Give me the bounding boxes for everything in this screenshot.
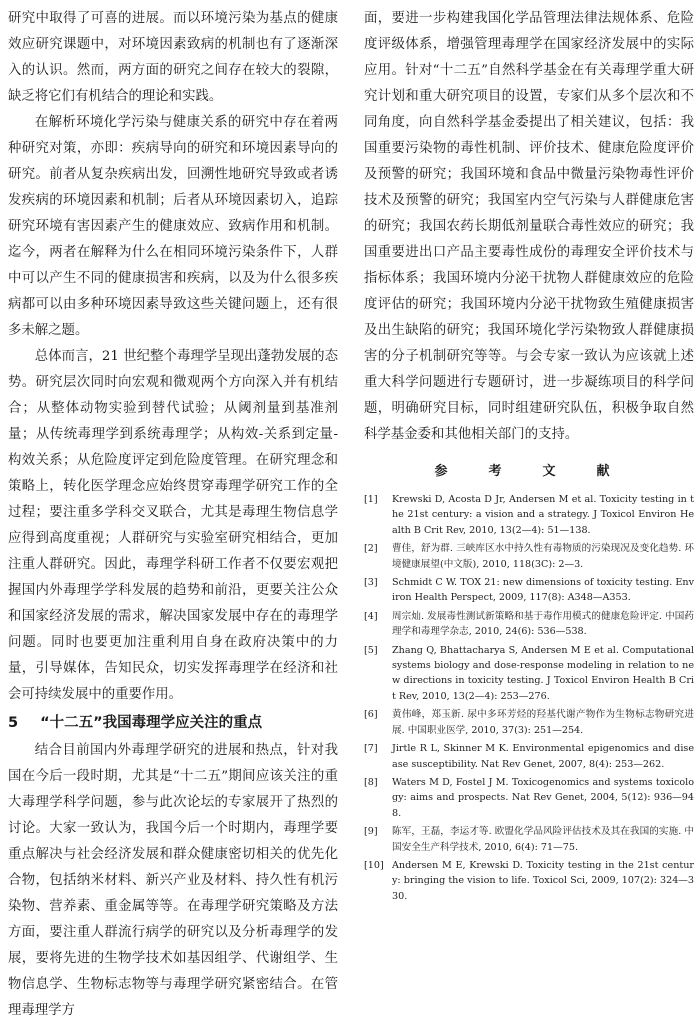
- body-paragraph: 研究中取得了可喜的进展。而以环境污染为基点的健康效应研究课题中，对环境因素致病的机制也有了逐渐深入的认识。然而，两方面的研究之间存在较大的裂隙，缺乏将它们有机结合的理论和实践。: [8, 11, 338, 104]
- reference-text: Andersen M E, Krewski D. Toxicity testing in the 21st century: bringing the vision to life. Toxicol Sci, 2009, 107(2): 324—330.: [392, 859, 694, 902]
- section-title: “十二五”我国毒理学应关注的重点: [40, 715, 263, 731]
- body-paragraph: 在解析环境化学污染与健康关系的研究中存在着两种研究对策，亦即：疾病导向的研究和环境因素导向的研究。前者从复杂疾病出发，回溯性地研究导致或者诱发疾病的环境因素和机制；后者从环境因素切入，追踪研究环境有害因素产生的健康效应、致病作用和机制。迄今，两者在解释为什么在相同环境污染条件下，人群中可以产生不同的健康损害和疾病，以及为什么很多疾病都可以由多种环境因素导致这些关键问题上，还有很多未解之题。: [8, 115, 338, 338]
- reference-item: [364, 775, 694, 821]
- reference-number: [4]: [364, 610, 378, 622]
- body-paragraph: 面，要进一步构建我国化学品管理法律法规体系、危险度评级体系，增强管理毒理学在国家经济发展中的实际应用。针对“十二五”自然科学基金在有关毒理学重大研究计划和重大研究项目的设置，专家们从多个层次和不同角度，向自然科学基金委提出了相关建议，包括：我国重要污染物的毒性机制、评价技术、健康危险度评价及预警的研究；我国环境和食品中微量污染物毒性评价技术及预警的研究；我国室内空气污染与人群健康危害的研究；我国农药长期低剂量联合毒性效应的研究；我国重要进出口产品主要毒性成份的毒理安全评价技术与指标体系；我国环境内分泌干扰物人群健康效应的危险度评估的研究；我国环境内分泌干扰物致生殖健康损害及出生缺陷的研究；我国环境化学污染物致人群健康损害的分子机制研究等等。与会专家一致认为应该就上述重大科学问题进行专题研讨，进一步凝练项目的科学问题，明确研究目标，同时组建研究队伍，积极争取自然科学基金委和其他相关部门的支持。: [364, 11, 694, 442]
- reference-number: [5]: [364, 644, 378, 656]
- reference-item: [364, 858, 694, 904]
- references-title: 参 考 文 献: [434, 464, 624, 479]
- reference-item: [364, 707, 694, 738]
- reference-number: [9]: [364, 826, 378, 838]
- reference-item: [364, 824, 694, 855]
- reference-text: 陈军，王磊，李运才等. 欧盟化学品风险评估技术及其在我国的实施. 中国安全生产科学技术, 2010, 6(4): 71—75.: [392, 826, 694, 853]
- reference-text: Jirtle R L, Skinner M K. Environmental epigenomics and disease susceptibility. Nat Rev Genet, 2007, 8(4): 253—262.: [392, 743, 694, 770]
- section-number: 5: [8, 715, 19, 731]
- reference-text: Waters M D, Fostel J M. Toxicogenomics and systems toxicology: aims and prospects. Nat Rev Genet, 2004, 5(12): 936—948.: [392, 776, 694, 819]
- reference-item: [364, 541, 694, 572]
- reference-item: [364, 741, 694, 772]
- body-paragraph: 总体而言，21 世纪整个毒理学呈现出蓬勃发展的态势。研究层次同时向宏观和微观两个方向深入并有机结合；从整体动物实验到替代试验；从阈剂量到基准剂量；从传统毒理学到系统毒理学；从构效-关系到定量-构效关系；从危险度评定到危险度管理。在研究理念和策略上，转化医学理念应始终贯穿毒理学研究工作的全过程；要注重多学科交叉联合，尤其是毒理生物信息学应得到高度重视；人群研究与实验室研究相结合，更加注重人群研究。因此，毒理学科研工作者不仅要宏观把握国内外毒理学学科发展的趋势和前沿，更要关注公众和国家经济发展的需求，解决国家发展中存在的毒理学问题。同时也要更加注重利用自身在政府决策中的力量，引导媒体，告知民众，切实发挥毒理学在经济和社会可持续发展中的重要作用。: [8, 349, 338, 702]
- reference-text: 周宗灿. 发展毒性测试新策略和基于毒作用模式的健康危险评定. 中国药理学和毒理学杂志, 2010, 24(6): 536—538.: [392, 610, 694, 638]
- reference-number: [10]: [364, 859, 384, 871]
- reference-text: Schmidt C W. TOX 21: new dimensions of toxicity testing. Environ Health Perspect, 2009, 117(8): A348—A353.: [392, 577, 694, 604]
- reference-number: [6]: [364, 709, 378, 721]
- references-list: [364, 492, 694, 904]
- reference-item: [364, 492, 694, 538]
- reference-number: [8]: [364, 776, 378, 788]
- reference-text: Krewski D, Acosta D Jr, Andersen M et al. Toxicity testing in the 21st century: a vision and a strategy. J Toxicol Environ Health B Crit Rev, 2010, 13(2—4): 51—138.: [392, 494, 694, 536]
- reference-item: [364, 643, 694, 705]
- reference-item: [364, 575, 694, 606]
- reference-number: [2]: [364, 543, 378, 555]
- reference-number: [7]: [364, 743, 378, 755]
- reference-text: 曹佳，舒为群. 三峡库区水中持久性有毒物质的污染现况及变化趋势. 环境健康展望(中文版), 2010, 118(3C): 2—3.: [392, 543, 694, 570]
- reference-number: [3]: [364, 577, 378, 589]
- right-column: [364, 6, 694, 907]
- reference-item: [364, 609, 694, 640]
- body-paragraph: 结合目前国内外毒理学研究的进展和热点，针对我国在今后一段时期，尤其是“十二五”期间应该关注的重大毒理学科学问题，参与此次论坛的专家展开了热烈的讨论。大家一致认为，我国今后一个时期内，毒理学要重点解决与社会经济发展和群众健康密切相关的优先化合物，包括纳米材料、新兴产业及材料、持久性有机污染物、营养素、重金属等等。在毒理学研究策略及方法方面，要注重人群流行病学的研究以及分析毒理学的发展，要将先进的生物学技术如基因组学、代谢组学、生物信息学、生物标志物等与毒理学研究紧密结合。在管理毒理学方: [8, 743, 338, 1018]
- reference-text: Zhang Q, Bhattacharya S, Andersen M E et al. Computational systems biology and dose-response modeling in relation to new directions in toxicity testing. J Toxicol Environ Health B Crit Rev, 2010, 13(2—4): 253—276.: [392, 644, 694, 702]
- reference-number: [1]: [364, 494, 378, 505]
- section-heading: [8, 710, 338, 736]
- reference-text: 黄伟峰，郑玉新. 尿中多环芳烃的羟基代谢产物作为生物标志物研究进展. 中国职业医学, 2010, 37(3): 251—254.: [392, 709, 694, 736]
- left-column: [8, 6, 338, 1024]
